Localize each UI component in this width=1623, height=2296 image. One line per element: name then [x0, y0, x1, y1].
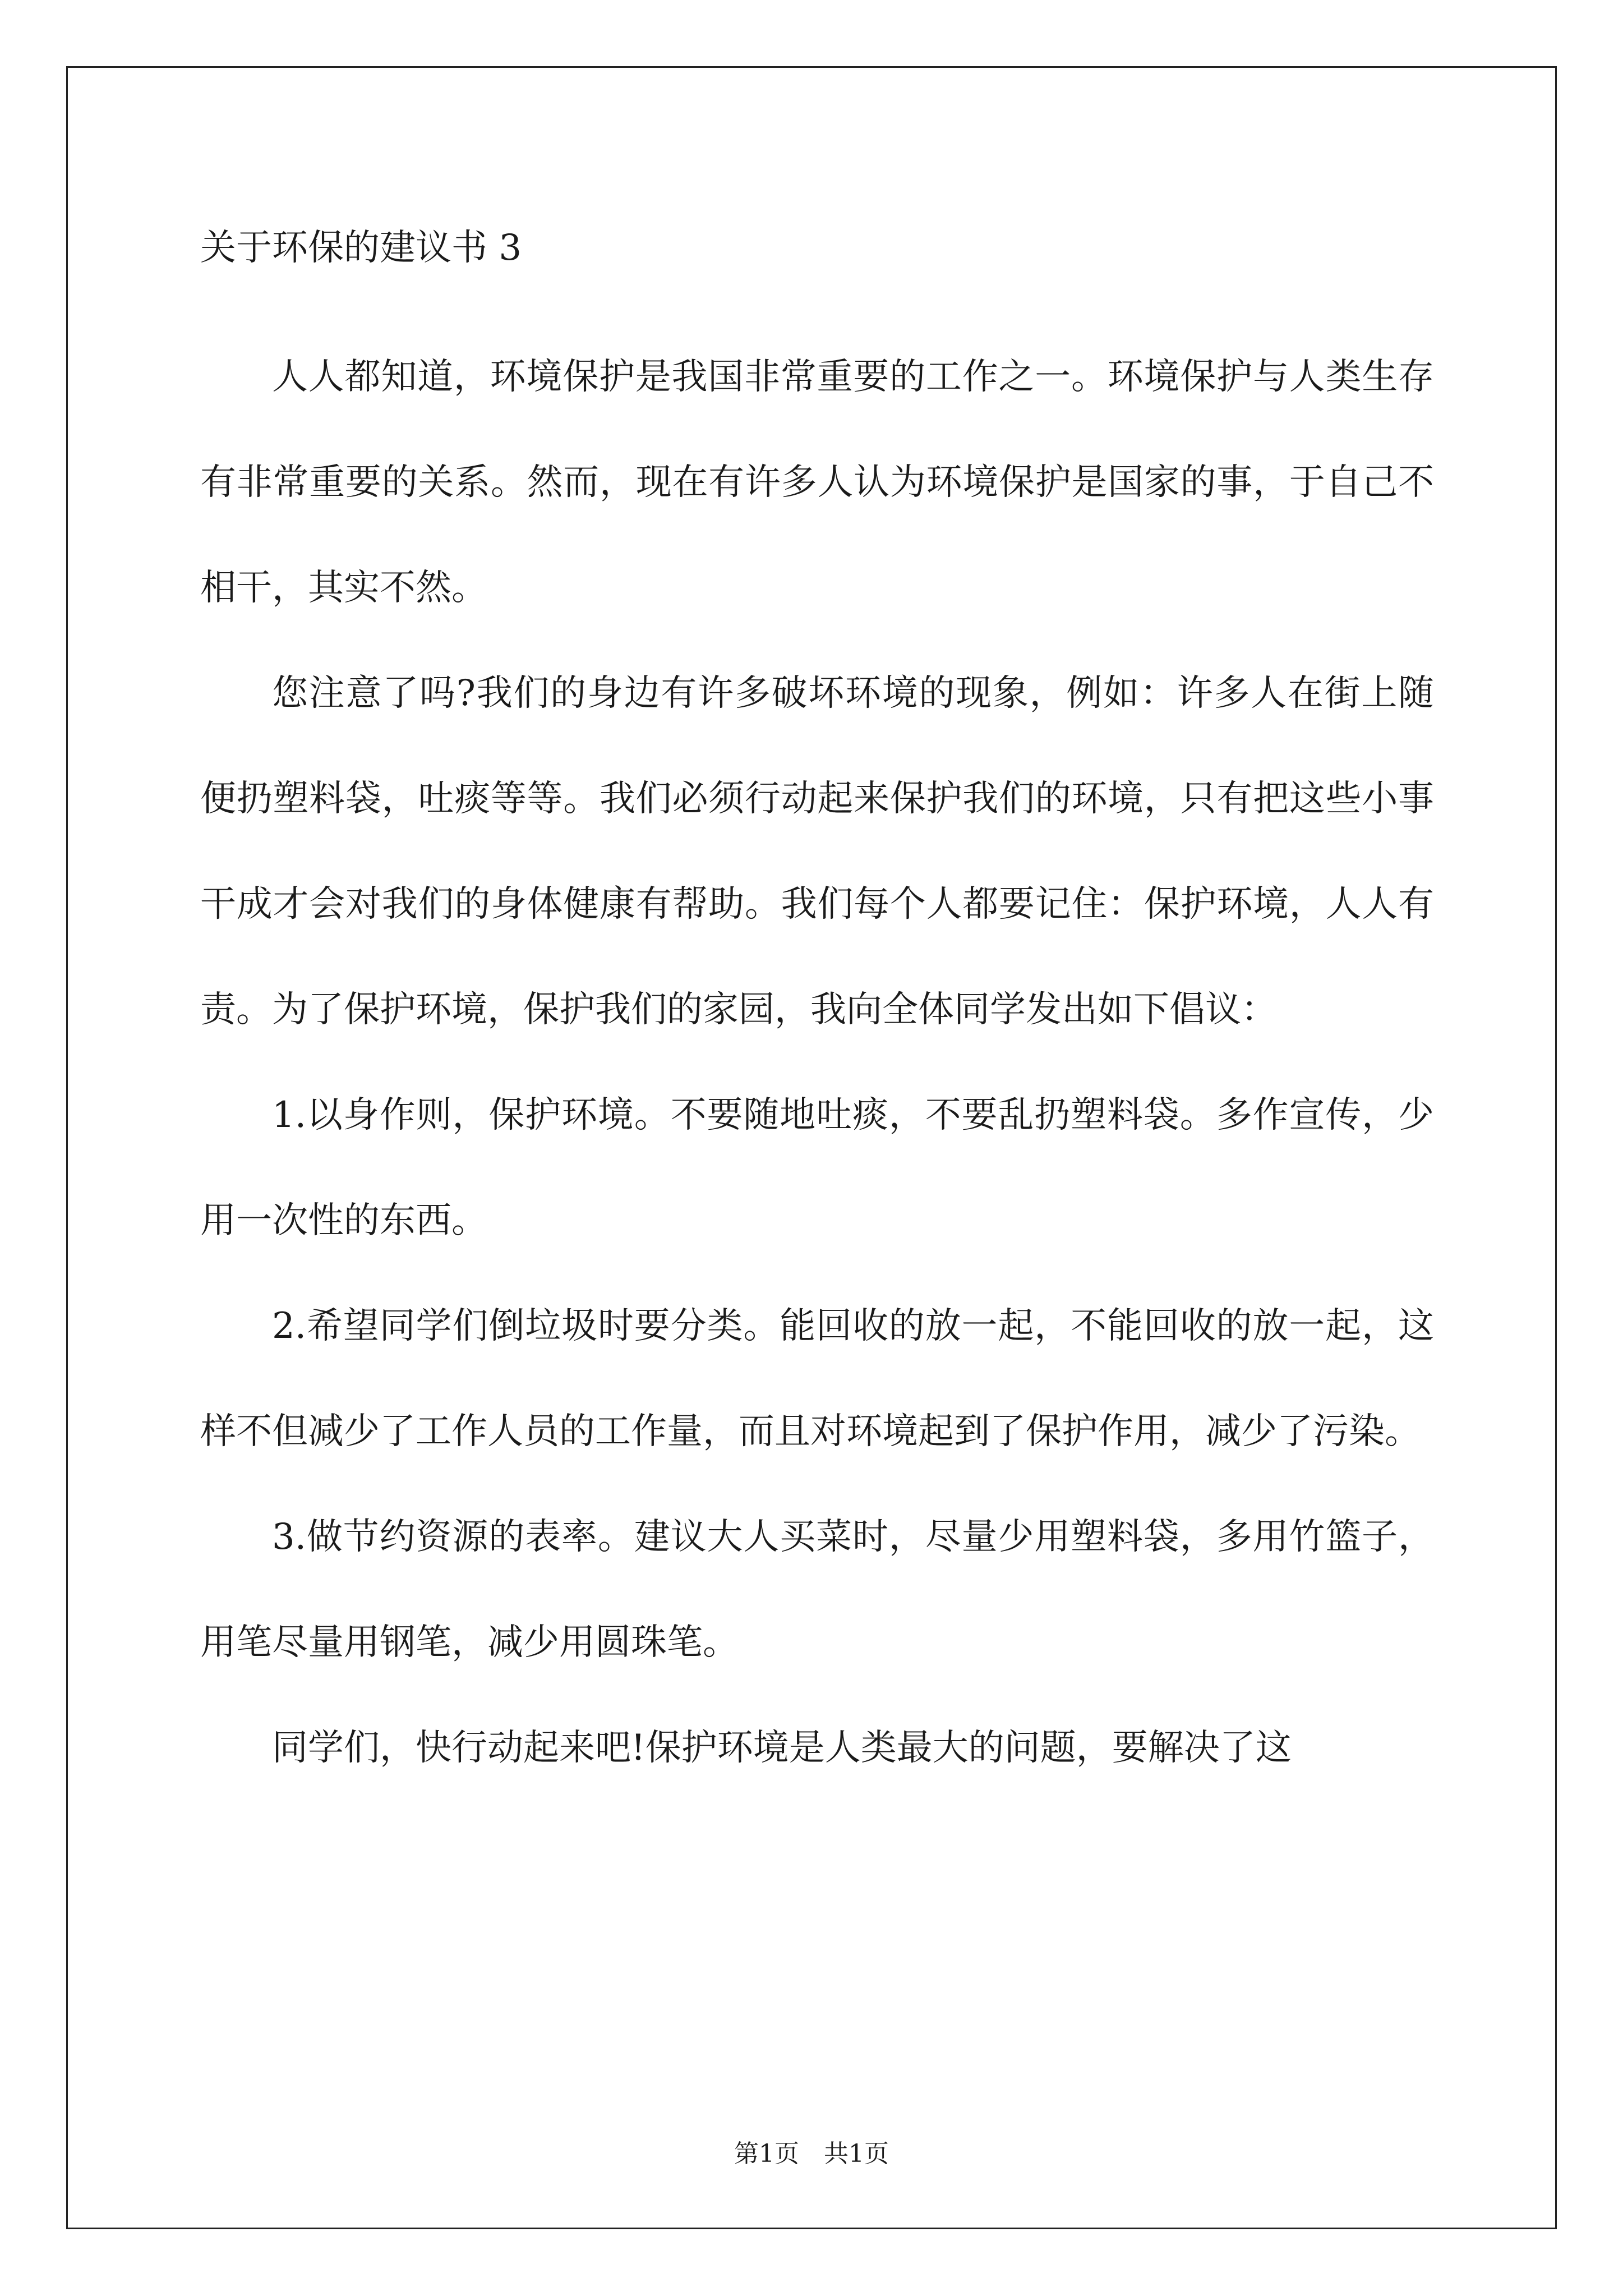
paragraph-closing: 同学们，快行动起来吧!保护环境是人类最大的问题，要解决了这 — [272, 1727, 1292, 1769]
paragraph-proposal-1: 1.以身作则，保护环境。不要随地吐痰，不要乱扔塑料袋。多作宣传，少用一次性的东西。 — [200, 1094, 1434, 1241]
document-title: 关于环保的建议书 3 — [200, 227, 522, 269]
paragraph-proposal-3: 3.做节约资源的表率。建议大人买菜时，尽量少用塑料袋，多用竹篮子，用笔尽量用钢笔，减少用圆珠笔。 — [200, 1516, 1434, 1663]
document-body — [200, 220, 1434, 1801]
paragraph-intro: 人人都知道，环境保护是我国非常重要的工作之一。环境保护与人类生存有非常重要的关系。然而，现在有许多人认为环境保护是国家的事，于自己不相干，其实不然。 — [200, 356, 1434, 609]
page-number: 第1页 共1页 — [734, 2139, 889, 2168]
paragraph-proposal-2: 2.希望同学们倒垃圾时要分类。能回收的放一起，不能回收的放一起，这样不但减少了工作人员的工作量，而且对环境起到了保护作用，减少了污染。 — [200, 1305, 1434, 1452]
paragraph-phenomena: 您注意了吗?我们的身边有许多破坏环境的现象，例如：许多人在街上随便扔塑料袋，吐痰等等。我们必须行动起来保护我们的环境，只有把这些小事干成才会对我们的身体健康有帮助。我们每个人都要记住：保护环境，人人有责。为了保护环境，保护我们的家园，我向全体同学发出如下倡议： — [200, 673, 1434, 1030]
